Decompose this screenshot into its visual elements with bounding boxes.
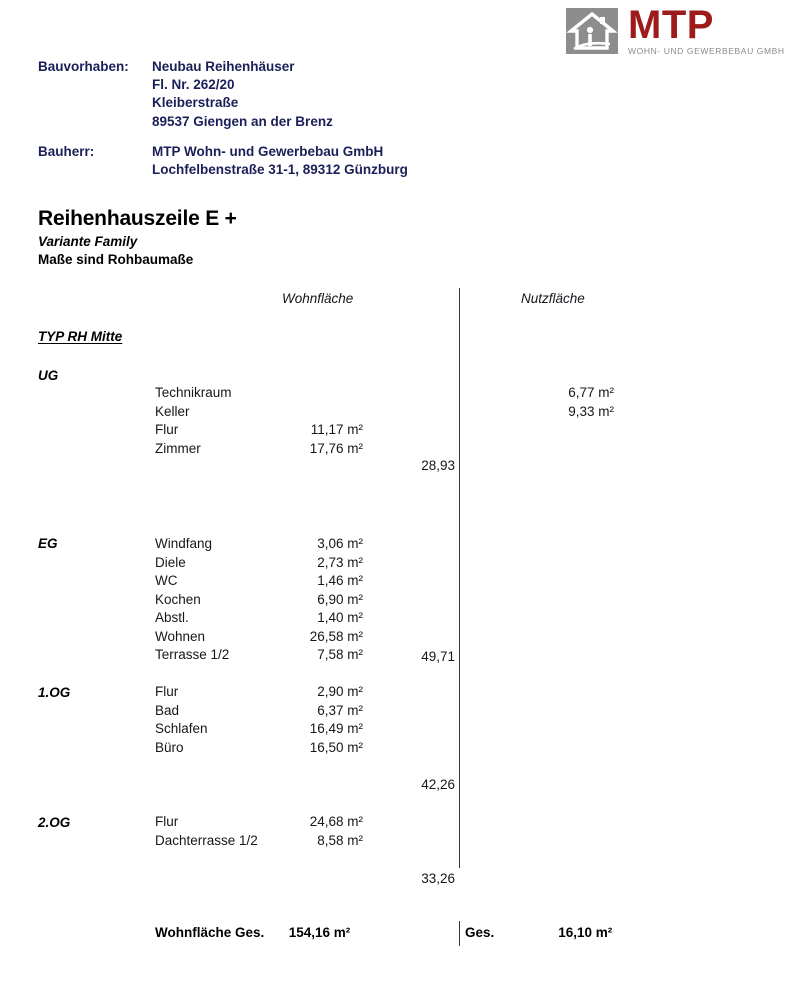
room-wohnflaeche-value: 17,76 m²	[309, 440, 363, 456]
bauherr-label: Bauherr:	[38, 143, 95, 159]
column-header-nutzflaeche: Nutzfläche	[521, 291, 585, 306]
room-wohnflaeche-value: 26,58 m²	[309, 628, 363, 644]
bauherr-line-2: Lochfelbenstraße 31-1, 89312 Günzburg	[152, 162, 408, 178]
room-nutzflaeche-value: 6,77 m²	[568, 385, 614, 400]
title-variant: Variante Family	[38, 234, 138, 249]
floor-subtotal: 33,26	[421, 871, 455, 886]
type-heading: TYP RH Mitte	[38, 329, 123, 344]
room-name: Bad	[155, 702, 180, 718]
room-wohnflaeche-value: 24,68 m²	[309, 814, 363, 829]
total-wohnflaeche-label: Wohnfläche Ges.	[155, 925, 265, 940]
room-nutzflaeche-value: 9,33 m²	[568, 403, 614, 419]
total-nutzflaeche	[465, 925, 612, 940]
room-wohnflaeche-value: 6,37 m²	[317, 702, 363, 718]
room-name: Dachterrasse 1/2	[155, 832, 258, 848]
room-wohnflaeche-value: 8,58 m²	[317, 832, 363, 848]
bauvorhaben-line-2: Fl. Nr. 262/20	[152, 77, 235, 93]
column-header-wohnflaeche: Wohnfläche	[282, 291, 354, 306]
title-note: Maße sind Rohbaumaße	[38, 252, 194, 267]
room-wohnflaeche-value: 1,40 m²	[317, 610, 363, 625]
room-name: Diele	[155, 554, 186, 570]
total-wohnflaeche	[155, 925, 350, 940]
bauvorhaben-line-1: Neubau Reihenhäuser	[152, 59, 295, 74]
room-name: Windfang	[155, 536, 213, 551]
room-wohnflaeche-value: 6,90 m²	[317, 591, 363, 607]
floor-label-eg: EG	[38, 536, 58, 551]
room-name: WC	[155, 573, 178, 588]
room-name: Zimmer	[155, 440, 201, 456]
column-divider	[459, 288, 460, 868]
floor-subtotal: 28,93	[421, 458, 455, 473]
room-wohnflaeche-value: 3,06 m²	[317, 536, 363, 551]
floor-label-1og: 1.OG	[38, 685, 71, 700]
room-wohnflaeche-value: 2,73 m²	[317, 554, 363, 570]
room-name: Wohnen	[155, 628, 206, 644]
room-wohnflaeche-value: 11,17 m²	[310, 422, 363, 437]
total-nutzflaeche-value: 16,10 m²	[558, 925, 613, 940]
room-name: Flur	[155, 422, 179, 437]
logo-brand: MTP	[628, 3, 714, 47]
total-wohnflaeche-value: 154,16 m²	[288, 925, 351, 940]
room-wohnflaeche-value: 7,58 m²	[317, 647, 363, 662]
room-name: Flur	[155, 684, 179, 699]
room-wohnflaeche-value: 16,49 m²	[309, 721, 363, 736]
logo-tagline: WOHN- UND GEWERBEBAU GMBH	[628, 46, 785, 56]
total-nutzflaeche-label: Ges.	[465, 925, 495, 940]
floor-subtotal: 49,71	[421, 649, 455, 664]
bauvorhaben-line-4: 89537 Giengen an der Brenz	[152, 113, 333, 129]
room-name: Kochen	[155, 591, 201, 607]
room-name: Schlafen	[155, 721, 208, 736]
room-name: Abstl.	[155, 610, 189, 625]
room-name: Keller	[155, 403, 190, 419]
room-wohnflaeche-value: 16,50 m²	[309, 739, 363, 755]
floor-label-2og: 2.OG	[38, 815, 71, 830]
room-name: Technikraum	[155, 385, 232, 400]
page-title: Reihenhauszeile E +	[38, 207, 237, 230]
bauvorhaben-label: Bauvorhaben:	[38, 59, 129, 74]
totals-divider	[459, 921, 460, 946]
room-name: Büro	[155, 739, 184, 755]
room-wohnflaeche-value: 1,46 m²	[317, 573, 363, 588]
bauvorhaben-line-3: Kleiberstraße	[152, 95, 239, 111]
room-wohnflaeche-value: 2,90 m²	[317, 684, 363, 699]
floor-subtotal: 42,26	[421, 777, 455, 792]
floor-label-ug: UG	[38, 368, 59, 383]
room-name: Flur	[155, 814, 179, 829]
bauherr-line-1: MTP Wohn- und Gewerbebau GmbH	[152, 143, 384, 159]
room-name: Terrasse 1/2	[155, 647, 230, 662]
